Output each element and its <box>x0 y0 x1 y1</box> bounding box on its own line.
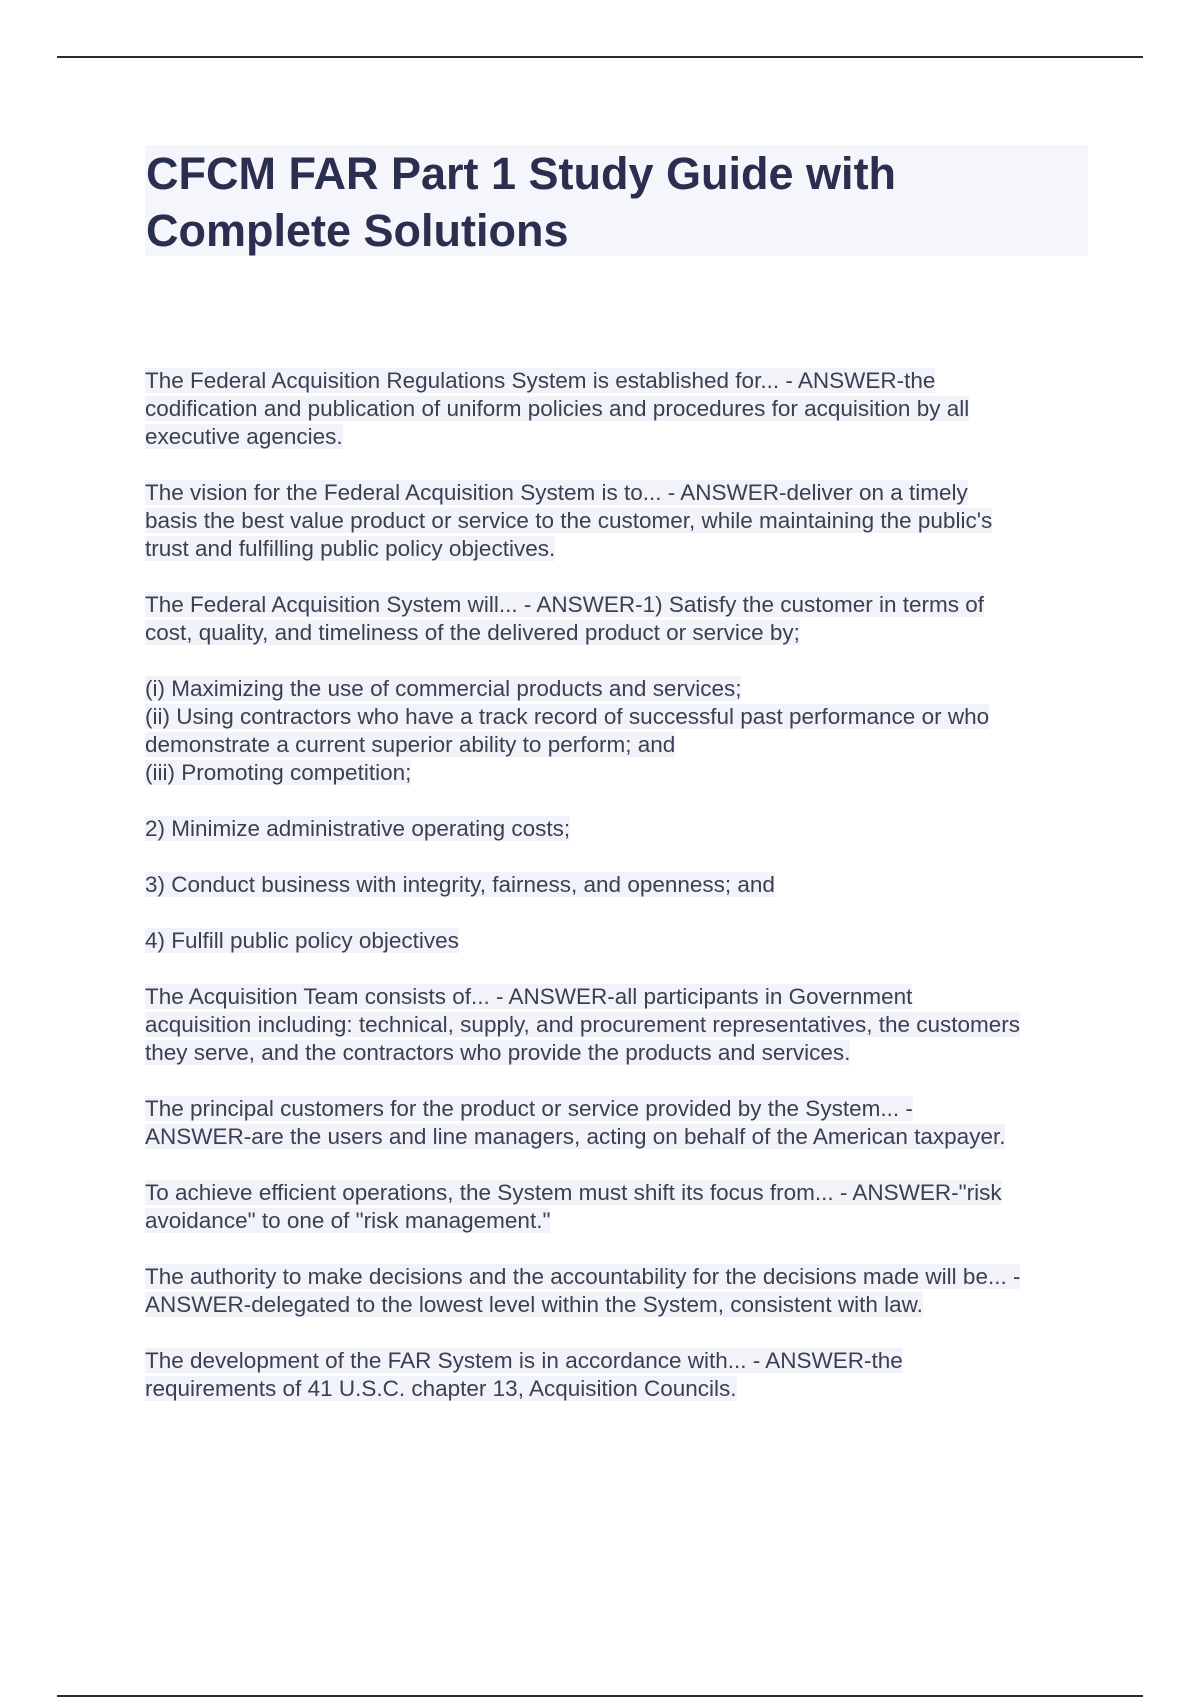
qa-entry-text: The Acquisition Team consists of... - ANSWER-all participants in Government acquisition including: technical, supply, and procurement representatives, the customers they serve, and the contractors who provide the products and services. <box>145 984 1021 1065</box>
qa-entry-text: The principal customers for the product or service provided by the System... - ANSWER-are the users and line managers, acting on behalf of the American taxpayer. <box>145 1096 1006 1149</box>
qa-entry <box>145 367 1095 451</box>
qa-entry-text: The Federal Acquisition Regulations System is established for... - ANSWER-the codification and publication of uniform policies and procedures for acquisition by all executive agencies. <box>145 368 970 449</box>
qa-entry <box>145 675 1095 787</box>
qa-entry <box>145 1179 1095 1235</box>
page-title-line-1: CFCM FAR Part 1 Study Guide with <box>146 148 897 199</box>
qa-entry-text: The development of the FAR System is in accordance with... - ANSWER-the requirements of 41 U.S.C. chapter 13, Acquisition Councils. <box>145 1348 903 1401</box>
qa-entry <box>145 927 1095 955</box>
qa-entry <box>145 871 1095 899</box>
page-title-line-2: Complete Solutions <box>146 205 569 256</box>
qa-entry-text: The Federal Acquisition System will... - ANSWER-1) Satisfy the customer in terms of cost, quality, and timeliness of the delivered product or service by; <box>145 592 985 645</box>
qa-entry <box>145 479 1095 563</box>
qa-entry <box>145 815 1095 843</box>
qa-entry <box>145 1095 1095 1151</box>
qa-entry-text: (i) Maximizing the use of commercial products and services; (ii) Using contractors who have a track record of successful past performance or who demonstrate a current superior ability to perform; and (iii) Promoting competition; <box>145 676 990 785</box>
qa-entry-text: To achieve efficient operations, the System must shift its focus from... - ANSWER-"risk avoidance" to one of "risk management." <box>145 1180 1002 1233</box>
qa-entry-text: 4) Fulfill public policy objectives <box>145 928 459 953</box>
qa-entry <box>145 983 1095 1067</box>
qa-entry-text: The vision for the Federal Acquisition System is to... - ANSWER-deliver on a timely basis the best value product or service to the customer, while maintaining the public's trust and fulfilling public policy objectives. <box>145 480 993 561</box>
study-guide-content <box>145 367 1095 1431</box>
bottom-rule <box>57 1695 1143 1697</box>
page-title <box>145 145 1088 259</box>
qa-entry <box>145 1263 1095 1319</box>
qa-entry-text: 2) Minimize administrative operating costs; <box>145 816 571 841</box>
qa-entry <box>145 1347 1095 1403</box>
title-block <box>145 145 1088 256</box>
qa-entry-text: 3) Conduct business with integrity, fairness, and openness; and <box>145 872 775 897</box>
qa-entry <box>145 591 1095 647</box>
top-rule <box>57 56 1143 58</box>
qa-entry-text: The authority to make decisions and the accountability for the decisions made will be... - ANSWER-delegated to the lowest level within the System, consistent with law. <box>145 1264 1021 1317</box>
